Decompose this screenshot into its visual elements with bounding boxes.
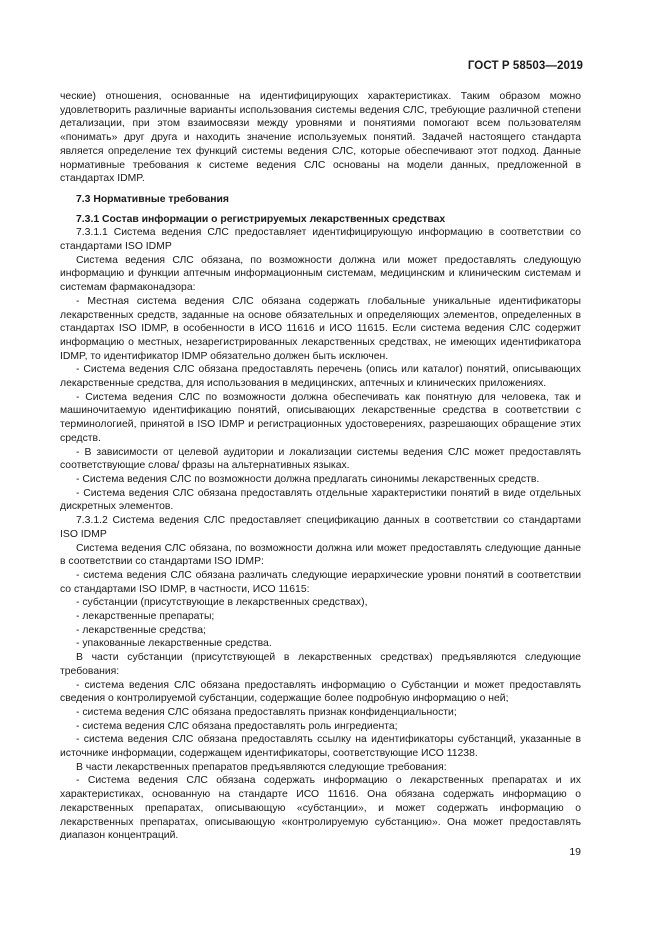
paragraph: - Система ведения СЛС по возможности должна предлагать синонимы лекарственных средств. xyxy=(76,473,540,485)
paragraph: - Система ведения СЛС обязана предоставлять отдельные характеристики понятий в виде отдельных дискретных элементов. xyxy=(60,487,581,513)
section-heading: 7.3 Нормативные требования xyxy=(76,193,229,205)
paragraph: - лекарственные препараты; xyxy=(76,611,215,623)
paragraph: - Система ведения СЛС обязана предоставлять перечень (опись или каталог) понятий, описывающих лекарственные средства, для использования в медицинских, аптечных и клинических приложениях. xyxy=(60,364,581,390)
paragraph: - Система ведения СЛС обязана содержать информацию о лекарственных препаратах и их характеристиках, основанную на стандарте ИСО 11616. Она обязана содержать информацию о лекарственных препаратах, описывающую «субстанции», и может содержать информацию о лекарственных препаратах, описывающую «контролируемую субстанцию». Она может предоставлять диапазон концентраций. xyxy=(60,775,581,842)
paragraph: 7.3.1.2 Система ведения СЛС предоставляет спецификацию данных в соответствии со стандартами ISO IDMP xyxy=(60,515,581,540)
paragraph: - система ведения СЛС обязана предоставлять роль ингредиента; xyxy=(76,720,398,732)
paragraph: - Система ведения СЛС по возможности должна обеспечивать как понятную для человека, так и машиночитаемую идентификацию понятий, описывающих лекарственные средства в соответствии с терминологией, принятой в ISO IDMP и регистрационных удостоверениях, разрешающих обращение этих средств. xyxy=(60,391,581,444)
section-heading: 7.3.1 Состав информации о регистрируемых лекарственных средствах xyxy=(76,213,446,225)
document-standard-number: ГОСТ Р 58503—2019 xyxy=(467,60,583,72)
paragraph: - система ведения СЛС обязана предоставлять ссылку на идентификаторы субстанций, указанные в источнике информации, содержащем идентификаторы, соответствующие ИСО 11238. xyxy=(60,734,581,760)
paragraph: - лекарственные средства; xyxy=(76,624,206,636)
paragraph: - Местная система ведения СЛС обязана содержать глобальные уникальные идентификаторы лекарственных средств, заданные на основе обязательных и определяющих элементов, определенных в стандартах ISO IDMP, в особенности в ИСО 11616 и ИСО 11615. Если система ведения СЛС содержит информацию о местных, незарегистрированных лекарственных средствах, не имеющих идентификатора IDMP, то идентификатор IDMP обязательно должен быть исключен. xyxy=(60,295,581,362)
paragraph: - упакованные лекарственные средства. xyxy=(76,638,272,650)
paragraph: - система ведения СЛС обязана предоставлять признак конфиденциальности; xyxy=(76,706,457,718)
paragraph: В части лекарственных препаратов предъявляются следующие требования: xyxy=(76,761,447,773)
document-body xyxy=(60,90,581,843)
paragraph: - система ведения СЛС обязана предоставлять информацию о Субстанции и может предоставлять сведения о контролируемой субстанции, содержащие более подробную информацию о ней; xyxy=(60,679,581,705)
paragraph: - субстанции (присутствующие в лекарственных средствах), xyxy=(76,597,368,609)
paragraph: - система ведения СЛС обязана различать следующие иерархические уровни понятий в соответствии со стандартами ISO IDMP, в частности, ИСО 11615: xyxy=(60,569,581,595)
paragraph: Система ведения СЛС обязана, по возможности должна или может предоставлять следующие данные в соответствии со стандартами ISO IDMP: xyxy=(60,542,581,568)
paragraph: 7.3.1.1 Система ведения СЛС предоставляет идентифицирующую информацию в соответствии со стандартами ISO IDMP xyxy=(60,227,581,253)
paragraph: - В зависимости от целевой аудитории и локализации системы ведения СЛС может предоставлять соответствующие слова/ фразы на альтернативных языках. xyxy=(60,446,581,472)
paragraph: В части субстанции (присутствующей в лекарственных средствах) предъявляются следующие требования: xyxy=(60,652,581,677)
paragraph: Система ведения СЛС обязана, по возможности должна или может предоставлять следующую информацию и функции аптечным информационным системам, медицинским и клиническим системам и системам фармаконадзора: xyxy=(60,254,581,294)
paragraph: ческие) отношения, основанные на идентифицирующих характеристиках. Таким образом можно удовлетворить различные варианты использования системы ведения СЛС, требующие различной степени детализации, при этом взаимосвязи между уровнями и понятиями помогают всем пользователям «понимать» друг друга и находить значение используемых понятий. Задачей настоящего стандарта является определение тех функций системы ведения СЛС, которые обеспечивают этот подход. Данные нормативные требования к системе ведения СЛС основаны на модели данных, предложенной в стандартах IDMP. xyxy=(60,91,581,185)
page-number: 19 xyxy=(569,846,581,858)
